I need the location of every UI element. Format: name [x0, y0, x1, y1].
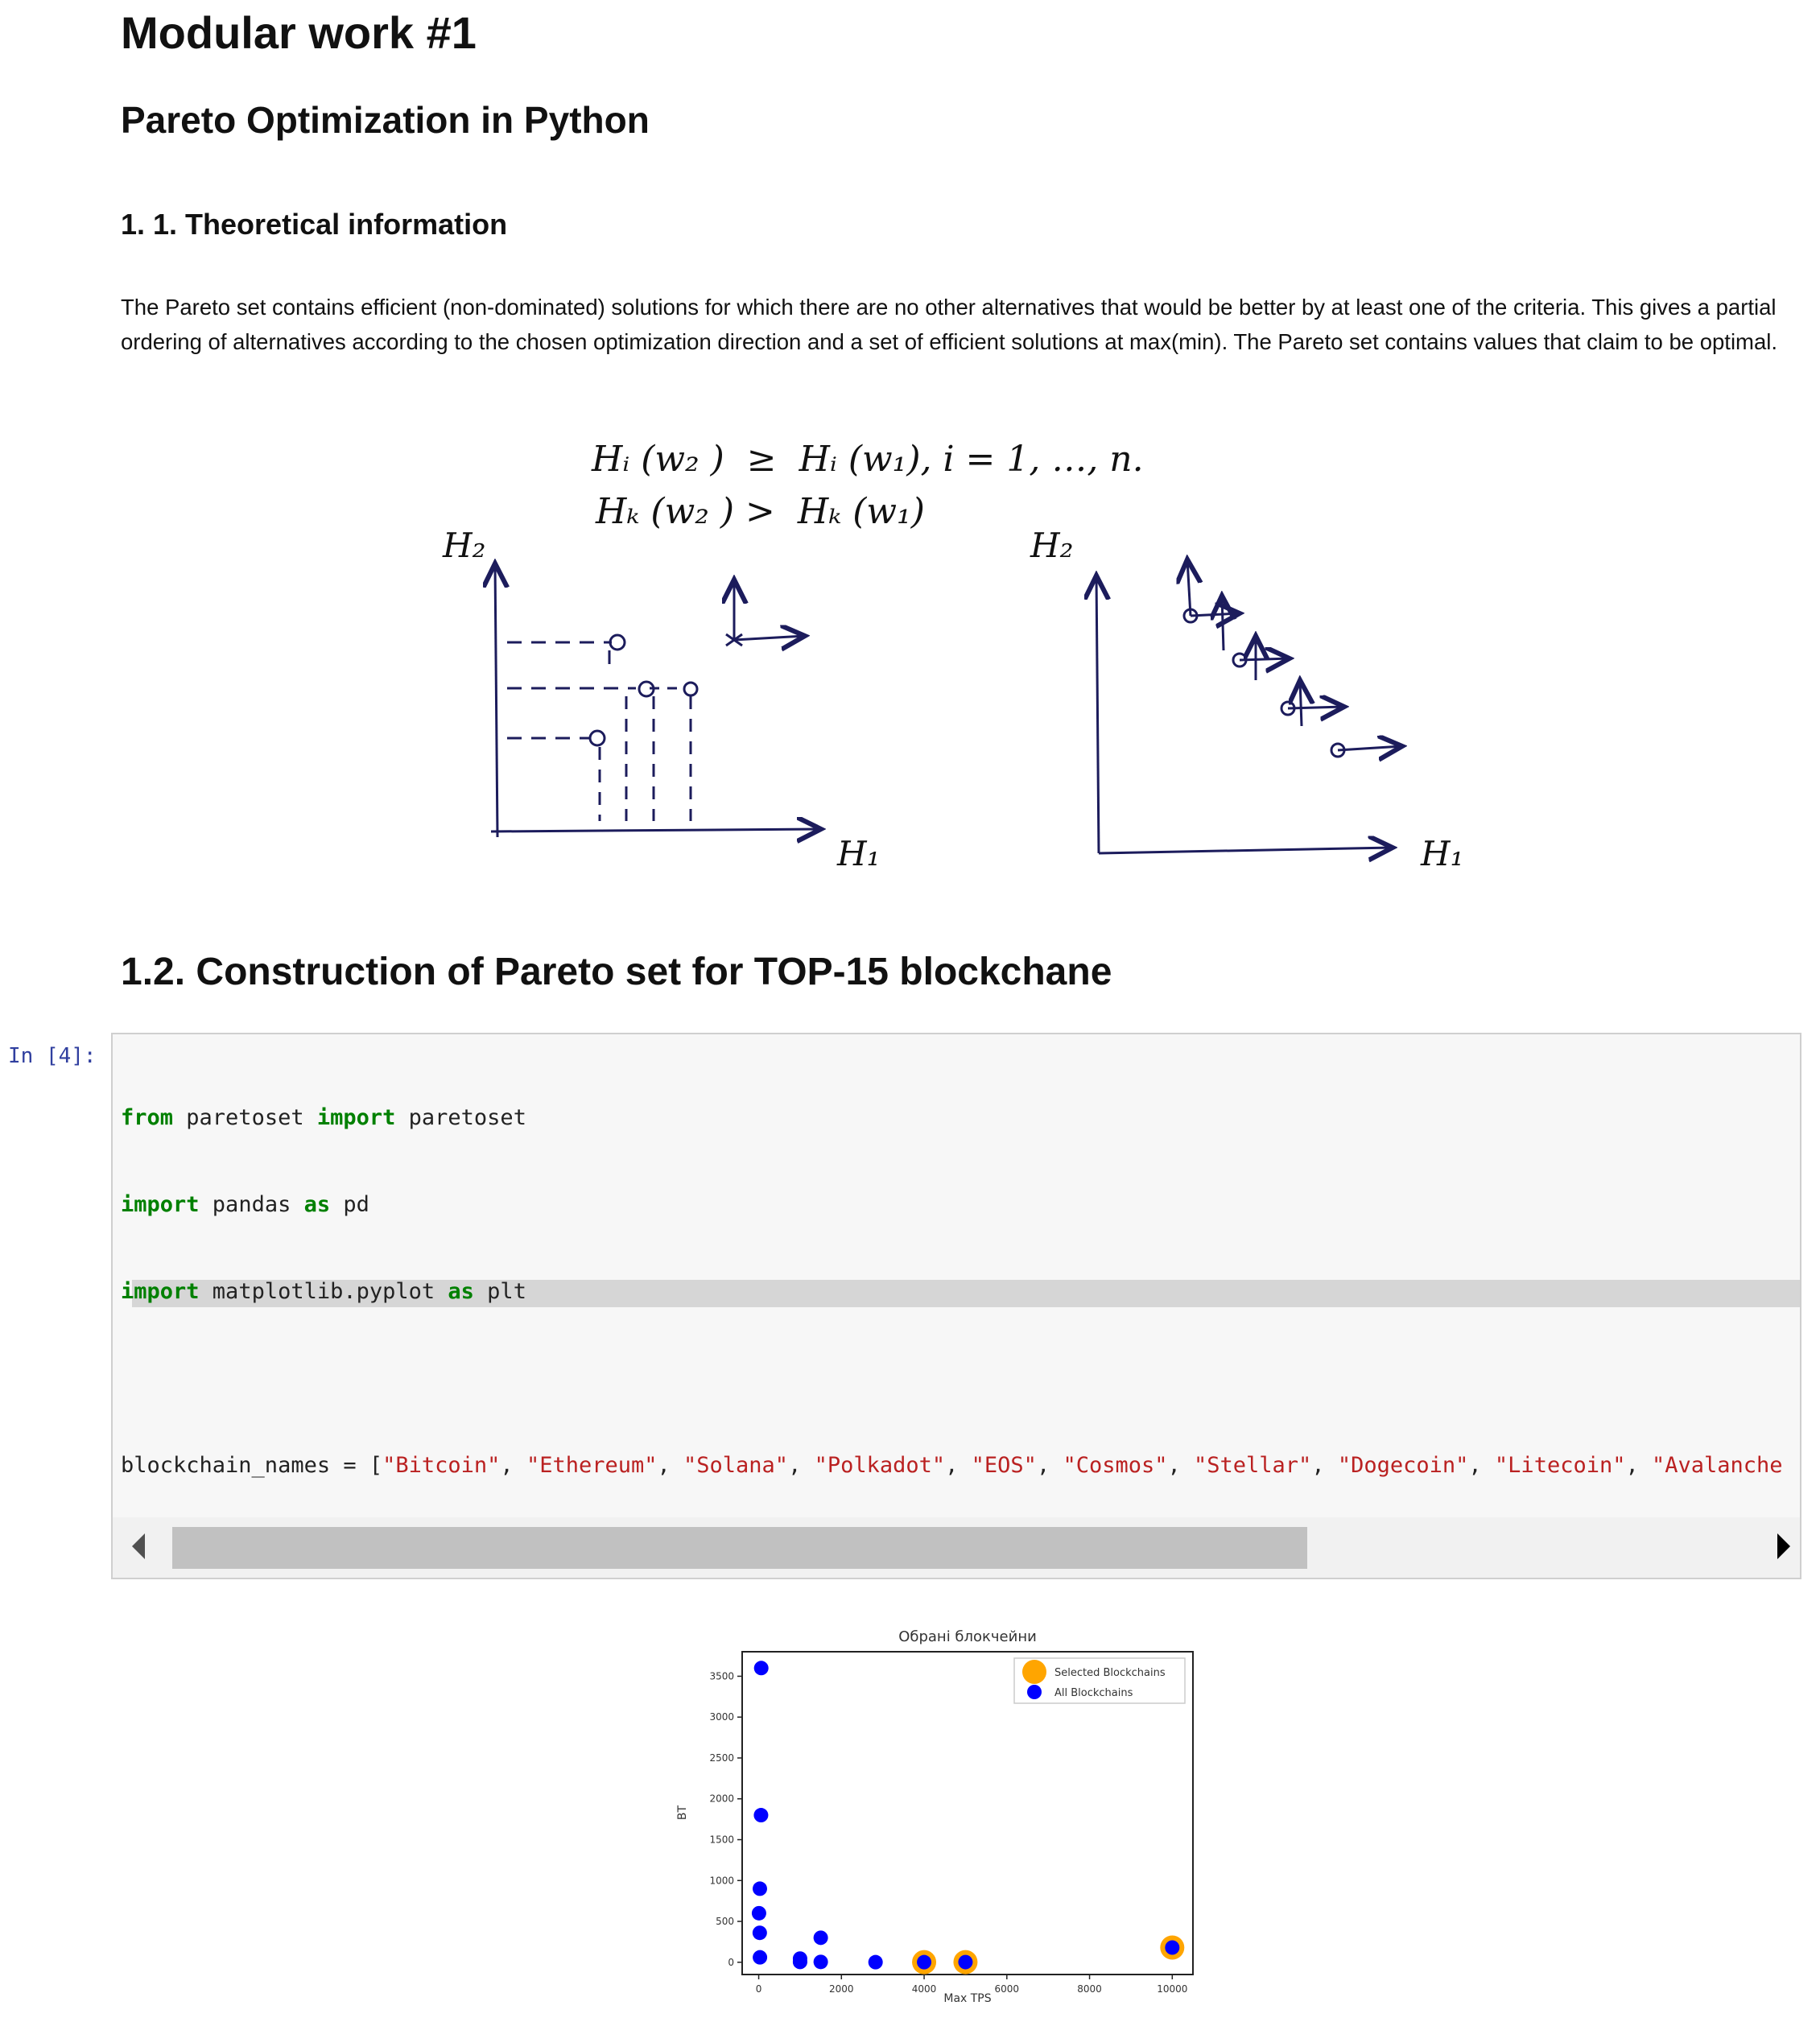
x-tick-label: 10000 — [1157, 1983, 1188, 1995]
y-tick-label: 2000 — [709, 1793, 734, 1805]
cell-prompt: In [4]: — [8, 1044, 97, 1068]
scroll-right-arrow-icon[interactable] — [1777, 1533, 1790, 1559]
code-cell[interactable] — [111, 1033, 1801, 1579]
x-axis-label: Max TPS — [943, 1992, 992, 2004]
x-tick-label: 8000 — [1077, 1983, 1102, 1995]
x-tick-label: 0 — [755, 1983, 762, 1995]
blockchain-point — [869, 1955, 883, 1970]
y-tick-label: 2500 — [709, 1752, 734, 1764]
formula-line-2: Hₖ (w₂ ) > Hₖ (w₁) — [596, 491, 925, 532]
legend-label: Selected Blockchains — [1054, 1667, 1166, 1679]
blockchain-point — [793, 1951, 807, 1966]
code-line: blockchain_names = ["Bitcoin", "Ethereum", "Solana", "Polkadot", "EOS", "Cosmos", "Stellar", "Dogecoin", "Litecoin", "Avalanche — [121, 1453, 1783, 1478]
code-editor[interactable] — [121, 1046, 1783, 1579]
blockchain-point — [1165, 1940, 1179, 1954]
code-line: import pandas as pd — [121, 1192, 369, 1217]
scatter-chart — [660, 1618, 1256, 2004]
y-axis-label: BT — [676, 1805, 689, 1821]
blockchain-point — [753, 1808, 768, 1822]
x-tick-label: 2000 — [829, 1983, 854, 1995]
right-axis-h2-label: H₂ — [1030, 526, 1074, 565]
theory-paragraph: The Pareto set contains efficient (non-dominated) solutions for which there are no other alternatives that would be better by at least one of the criteria. This gives a partial ordering of alternatives according to the chosen optimization direction and a set of efficient solutions at max(min). The Pareto set contains values that claim to be optimal. — [121, 295, 1778, 354]
x-tick-label: 6000 — [994, 1983, 1020, 1995]
scroll-left-arrow-icon[interactable] — [132, 1533, 145, 1559]
section-heading-construction: 1.2. Construction of Pareto set for TOP-15 blockchane — [121, 951, 1112, 993]
x-tick-label: 4000 — [911, 1983, 937, 1995]
page-title: Modular work #1 — [121, 7, 477, 58]
page-subtitle: Pareto Optimization in Python — [121, 99, 650, 141]
blockchain-point — [814, 1930, 828, 1945]
code-line — [121, 1364, 1783, 1393]
section-heading-theory: 1. 1. Theoretical information — [121, 208, 508, 241]
pareto-sketch-figure — [419, 515, 1465, 885]
y-tick-label: 0 — [728, 1956, 734, 1968]
blockchain-point — [814, 1954, 828, 1969]
code-line: from paretoset import paretoset — [121, 1105, 526, 1130]
horizontal-scrollbar[interactable] — [113, 1517, 1800, 1578]
scrollbar-thumb[interactable] — [172, 1527, 1307, 1569]
left-axis-h2-label: H₂ — [443, 526, 486, 565]
legend-marker — [1022, 1660, 1046, 1684]
blockchain-point — [752, 1906, 766, 1921]
y-tick-label: 1000 — [709, 1875, 734, 1887]
blockchain-point — [753, 1925, 767, 1940]
legend-marker — [1027, 1685, 1042, 1699]
chart-title: Обрані блокчейни — [898, 1628, 1037, 1645]
y-tick-label: 3000 — [709, 1711, 734, 1723]
blockchain-point — [753, 1950, 767, 1965]
y-tick-label: 3500 — [709, 1670, 734, 1682]
blockchain-point — [958, 1955, 972, 1970]
y-tick-label: 1500 — [709, 1834, 734, 1846]
right-axis-h1-label: H₁ — [1421, 834, 1464, 873]
formula-line-1: Hᵢ (w₂ ) ≥ Hᵢ (w₁), i = 1, …, n. — [592, 439, 1144, 480]
blockchain-point — [917, 1955, 931, 1970]
y-tick-label: 500 — [716, 1916, 734, 1928]
legend-label: All Blockchains — [1054, 1687, 1133, 1699]
blockchain-point — [754, 1661, 769, 1675]
code-line: import matplotlib.pyplot as plt — [121, 1279, 526, 1304]
blockchain-point — [753, 1881, 767, 1896]
left-axis-h1-label: H₁ — [837, 834, 881, 873]
